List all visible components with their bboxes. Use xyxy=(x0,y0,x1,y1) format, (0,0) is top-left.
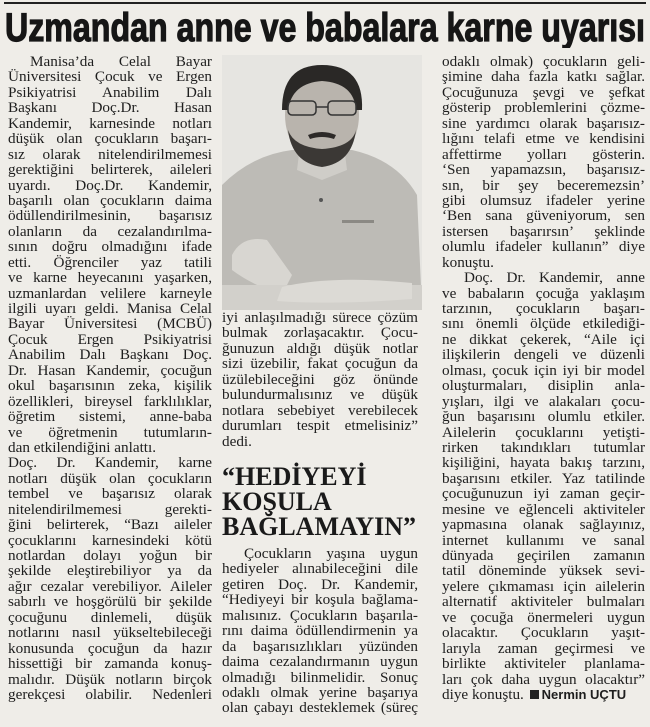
text-line: ğunuzun aldığı düşük notlar xyxy=(222,339,418,357)
portrait-photo xyxy=(222,55,422,310)
text-line: ‘Ben sana güveniyorum, sen xyxy=(442,207,645,225)
column-middle-top xyxy=(222,310,418,449)
text-line: ğun başarısını olumlu etkiler. xyxy=(442,408,645,426)
text-line: iyi anlaşılmadığı sürece çözüm xyxy=(222,309,418,326)
text-line: ve çocuğa önermeleri uygun xyxy=(442,608,645,626)
text-line: olumlu ifadeler kullanın” diye xyxy=(442,238,645,256)
text-line: Üniversitesi Çocuk ve Ergen xyxy=(8,68,212,86)
text-line: bulundurmalısınız ve düşük xyxy=(222,386,418,404)
column-middle-bottom xyxy=(222,546,418,716)
text-line: notlara sebebiyet verebilecek xyxy=(222,401,418,419)
text-line: etti. Öğrenciler yaz tatili xyxy=(8,253,212,271)
text-line: öğretim sistemi, anne-baba xyxy=(8,408,212,426)
text-line: odaklı olmak yerine başarıya xyxy=(222,683,418,701)
text-line: ları çok daha uygun olacaktır” xyxy=(442,670,645,688)
text-line: ödüllendirilmesinin, başarısız xyxy=(8,207,212,225)
text-line: mesine ve eğlenceli aktiviteler xyxy=(442,500,645,518)
text-line: Doç. Dr. Kandemir, karne xyxy=(8,454,212,472)
text-line: getiren Doç. Dr. Kandemir, xyxy=(222,575,418,593)
text-line: lığını telafi etme ve kendisini xyxy=(442,130,645,148)
text-line: Manisa’da Celal Bayar xyxy=(30,53,212,70)
subheading xyxy=(222,464,422,539)
top-rule xyxy=(4,2,646,4)
text-line: çocuğunuzun iyi zaman geçir- xyxy=(442,485,645,503)
text-line: hediyeler alınabileceğini dile xyxy=(222,560,418,578)
text-line: Dr. Hasan Kandemir, çocuğun xyxy=(8,361,212,379)
text-line: dedi. xyxy=(222,432,252,450)
text-line: yelere çıkmaması için ailelerin xyxy=(442,577,645,595)
text-line: hissettiği bir zamanda konuş- xyxy=(8,655,212,673)
text-line: uyardı. Doç.Dr. Kandemir, xyxy=(8,176,212,194)
text-line: Doç. Dr. Kandemir, anne xyxy=(464,269,645,287)
subheading-line: “HEDİYEYİ xyxy=(222,462,367,491)
text-line: internet kullanımı ve sanal xyxy=(442,531,645,549)
text-line: gibi olumsuz ifadeler yerine xyxy=(442,191,645,209)
text-line: Çocuğunuza şevgi ve şefkat xyxy=(442,83,645,101)
text-line: durumları tespit etmelisiniz” xyxy=(222,417,418,435)
text-line: malısınız. Çocukların başarıla- xyxy=(222,606,418,624)
text-line: tatil döneminde yüksek sevi- xyxy=(442,562,645,580)
text-line: başarısını etkiler. Yaz tatilinde xyxy=(442,469,645,487)
text-line: yışları, ilgi ve alakaları çocu- xyxy=(442,392,645,410)
text-line: çocuğunu dinlemeli, düşük xyxy=(8,608,212,626)
text-line: üzülebileceğini göz önünde xyxy=(222,370,418,388)
text-line: sız olarak nitelendirilmemesi xyxy=(8,145,212,163)
text-line: özellikleri, bireysel farklılıklar, xyxy=(8,392,212,410)
text-line: sını önemli ölçüde etkilediği- xyxy=(442,315,645,333)
text-line: rını daima ödüllendirmenin ya xyxy=(222,622,418,640)
text-line: affettirme yolları gösterin. xyxy=(442,145,645,163)
text-line: ve öğretmenin tutumların- xyxy=(8,423,212,441)
text-line: yapmasına olanak sağlayınız, xyxy=(442,516,645,534)
text-line: uzmanlardan velilere karneyle xyxy=(8,284,212,302)
text-line: malıdır. Düşük notların birçok xyxy=(8,670,212,688)
text-line: çocuklarını karnesindeki kötü xyxy=(8,531,212,549)
text-line: Çocukların yaşına uygun xyxy=(244,545,418,562)
text-line: ‘Sen yapamazsın, başarısız- xyxy=(442,161,645,179)
column-right xyxy=(442,54,645,702)
text-line: larıyla zaman geçirmesi ve xyxy=(442,639,645,657)
text-line: tarzının, çocukların başarı- xyxy=(442,300,645,317)
text-line: ilişkilerin dengeli ve düzenli xyxy=(442,346,645,364)
text-line: Psikiyatrisi Anabilim Dalı xyxy=(8,83,212,101)
text-line: notlardan dolayı yoğun bir xyxy=(8,547,212,564)
text-line: ve karne heyecanını yaşarken, xyxy=(8,269,212,287)
text-line: konuştu. xyxy=(442,253,494,271)
text-line: Kandemir, karnesinde notları xyxy=(8,114,212,132)
text-line: alternatif aktiviteler bulmaları xyxy=(442,593,645,611)
text-line: olan çabayı desteklemek (süreç xyxy=(222,699,418,717)
text-line: da başarısızlıkları yüzünden xyxy=(222,637,418,655)
text-line: “Hediyeyi bir koşula bağlama- xyxy=(222,591,418,609)
text-line: şekilde eleştirebiliyor ya da xyxy=(8,562,212,580)
text-line: ağır cezalar verebiliyor. Aileler xyxy=(8,577,212,595)
square-bullet-icon xyxy=(530,690,539,699)
text-line: ğini belirterek, “Bazı aileler xyxy=(8,516,212,534)
subheading-line: KOŞULA xyxy=(222,487,332,516)
text-line: başarılı olan çocukların daima xyxy=(8,191,212,209)
subheading-line: BAĞLAMAYIN” xyxy=(222,512,417,541)
text-line: dünyada geçirilen zamanın xyxy=(442,547,645,564)
text-line: sabırlı ve hoşgörülü bir şekilde xyxy=(8,593,212,611)
text-line: olmadığı bilinmelidir. Sonuç xyxy=(222,668,418,686)
text-line: tembel ve başarısız olarak xyxy=(8,485,212,503)
text-line: notları düşük olan çocukların xyxy=(8,469,212,487)
text-line: gerekçesi olabilir. Nedenleri xyxy=(8,685,212,703)
text-line: olacaktır. Çocukların yaşıt- xyxy=(442,624,645,642)
text-line: istersen başarırsın’ şeklinde xyxy=(442,222,645,240)
text-line: sın, bir şey beceremezsin’ xyxy=(442,176,645,194)
text-line: Ailelerin çocuklarını yetişti- xyxy=(442,423,645,441)
text-line: ilgili uyarı geldi. Manisa Celal xyxy=(8,300,212,317)
text-line: Başkanı Doç.Dr. Hasan xyxy=(8,99,212,117)
text-line: birlikte aktiviteler planlama- xyxy=(442,655,645,673)
text-line: düşük olan çocukların başarı- xyxy=(8,130,212,148)
byline: Nermin UÇTU xyxy=(541,686,627,702)
text-line: bulmak zorlaşacaktır. Çocu- xyxy=(222,324,418,342)
text-line: notlarını nasıl yükseltebileceği xyxy=(8,624,212,642)
text-line: kişiliğini, hayata bakış tarzını, xyxy=(442,454,645,472)
text-line xyxy=(442,687,645,702)
text-line: daima cezalandırmanın uygun xyxy=(222,653,418,671)
headline-text: Uzmandan anne ve babalara karne uyarısı xyxy=(5,6,645,48)
closing-text: diye konuştu. xyxy=(442,685,524,703)
text-line: Anabilim Dalı Başkanı Doç. xyxy=(8,346,212,364)
text-line: dan etkilendiğini anlattı. xyxy=(8,438,157,456)
text-line: ve babaların çocuğa yaklaşım xyxy=(442,284,645,302)
text-line: ne dikkat çekerek, “Aile içi xyxy=(442,330,645,348)
text-line: oluşturmaları, disiplin anla- xyxy=(442,377,645,395)
text-line: nitelendirilmemesi gerekti- xyxy=(8,500,212,518)
headline xyxy=(4,6,646,48)
text-line: konusunda çocuğun da hazır xyxy=(8,639,212,657)
column-left xyxy=(8,54,212,702)
text-line: rirken takındıkları tutumlar xyxy=(442,438,645,456)
text-line: okul başarısının zeka, kişilik xyxy=(8,377,212,395)
text-line: sının doğru olmadığını ifade xyxy=(8,238,212,256)
text-line: sine yardımcı olarak başarısız- xyxy=(442,114,645,132)
text-line: olanların da cezalandırılma- xyxy=(8,222,212,240)
text-line: Bayar Üniversitesi (MCBÜ) xyxy=(8,315,212,333)
text-line: Çocuk Ergen Psikiyatrisi xyxy=(8,330,212,348)
text-line: olması, çocuk için iyi bir model xyxy=(442,361,645,379)
text-line: odaklı olmak) çocukların geli- xyxy=(442,53,645,70)
text-line: sizi üzebilir, fakat çocuğun da xyxy=(222,355,418,373)
text-line: gösterip problemlerini çözme- xyxy=(442,99,645,117)
text-line: gerektiğini belirterek, aileleri xyxy=(8,161,212,179)
text-line: şimine daha fazla katkı sağlar. xyxy=(442,68,645,86)
